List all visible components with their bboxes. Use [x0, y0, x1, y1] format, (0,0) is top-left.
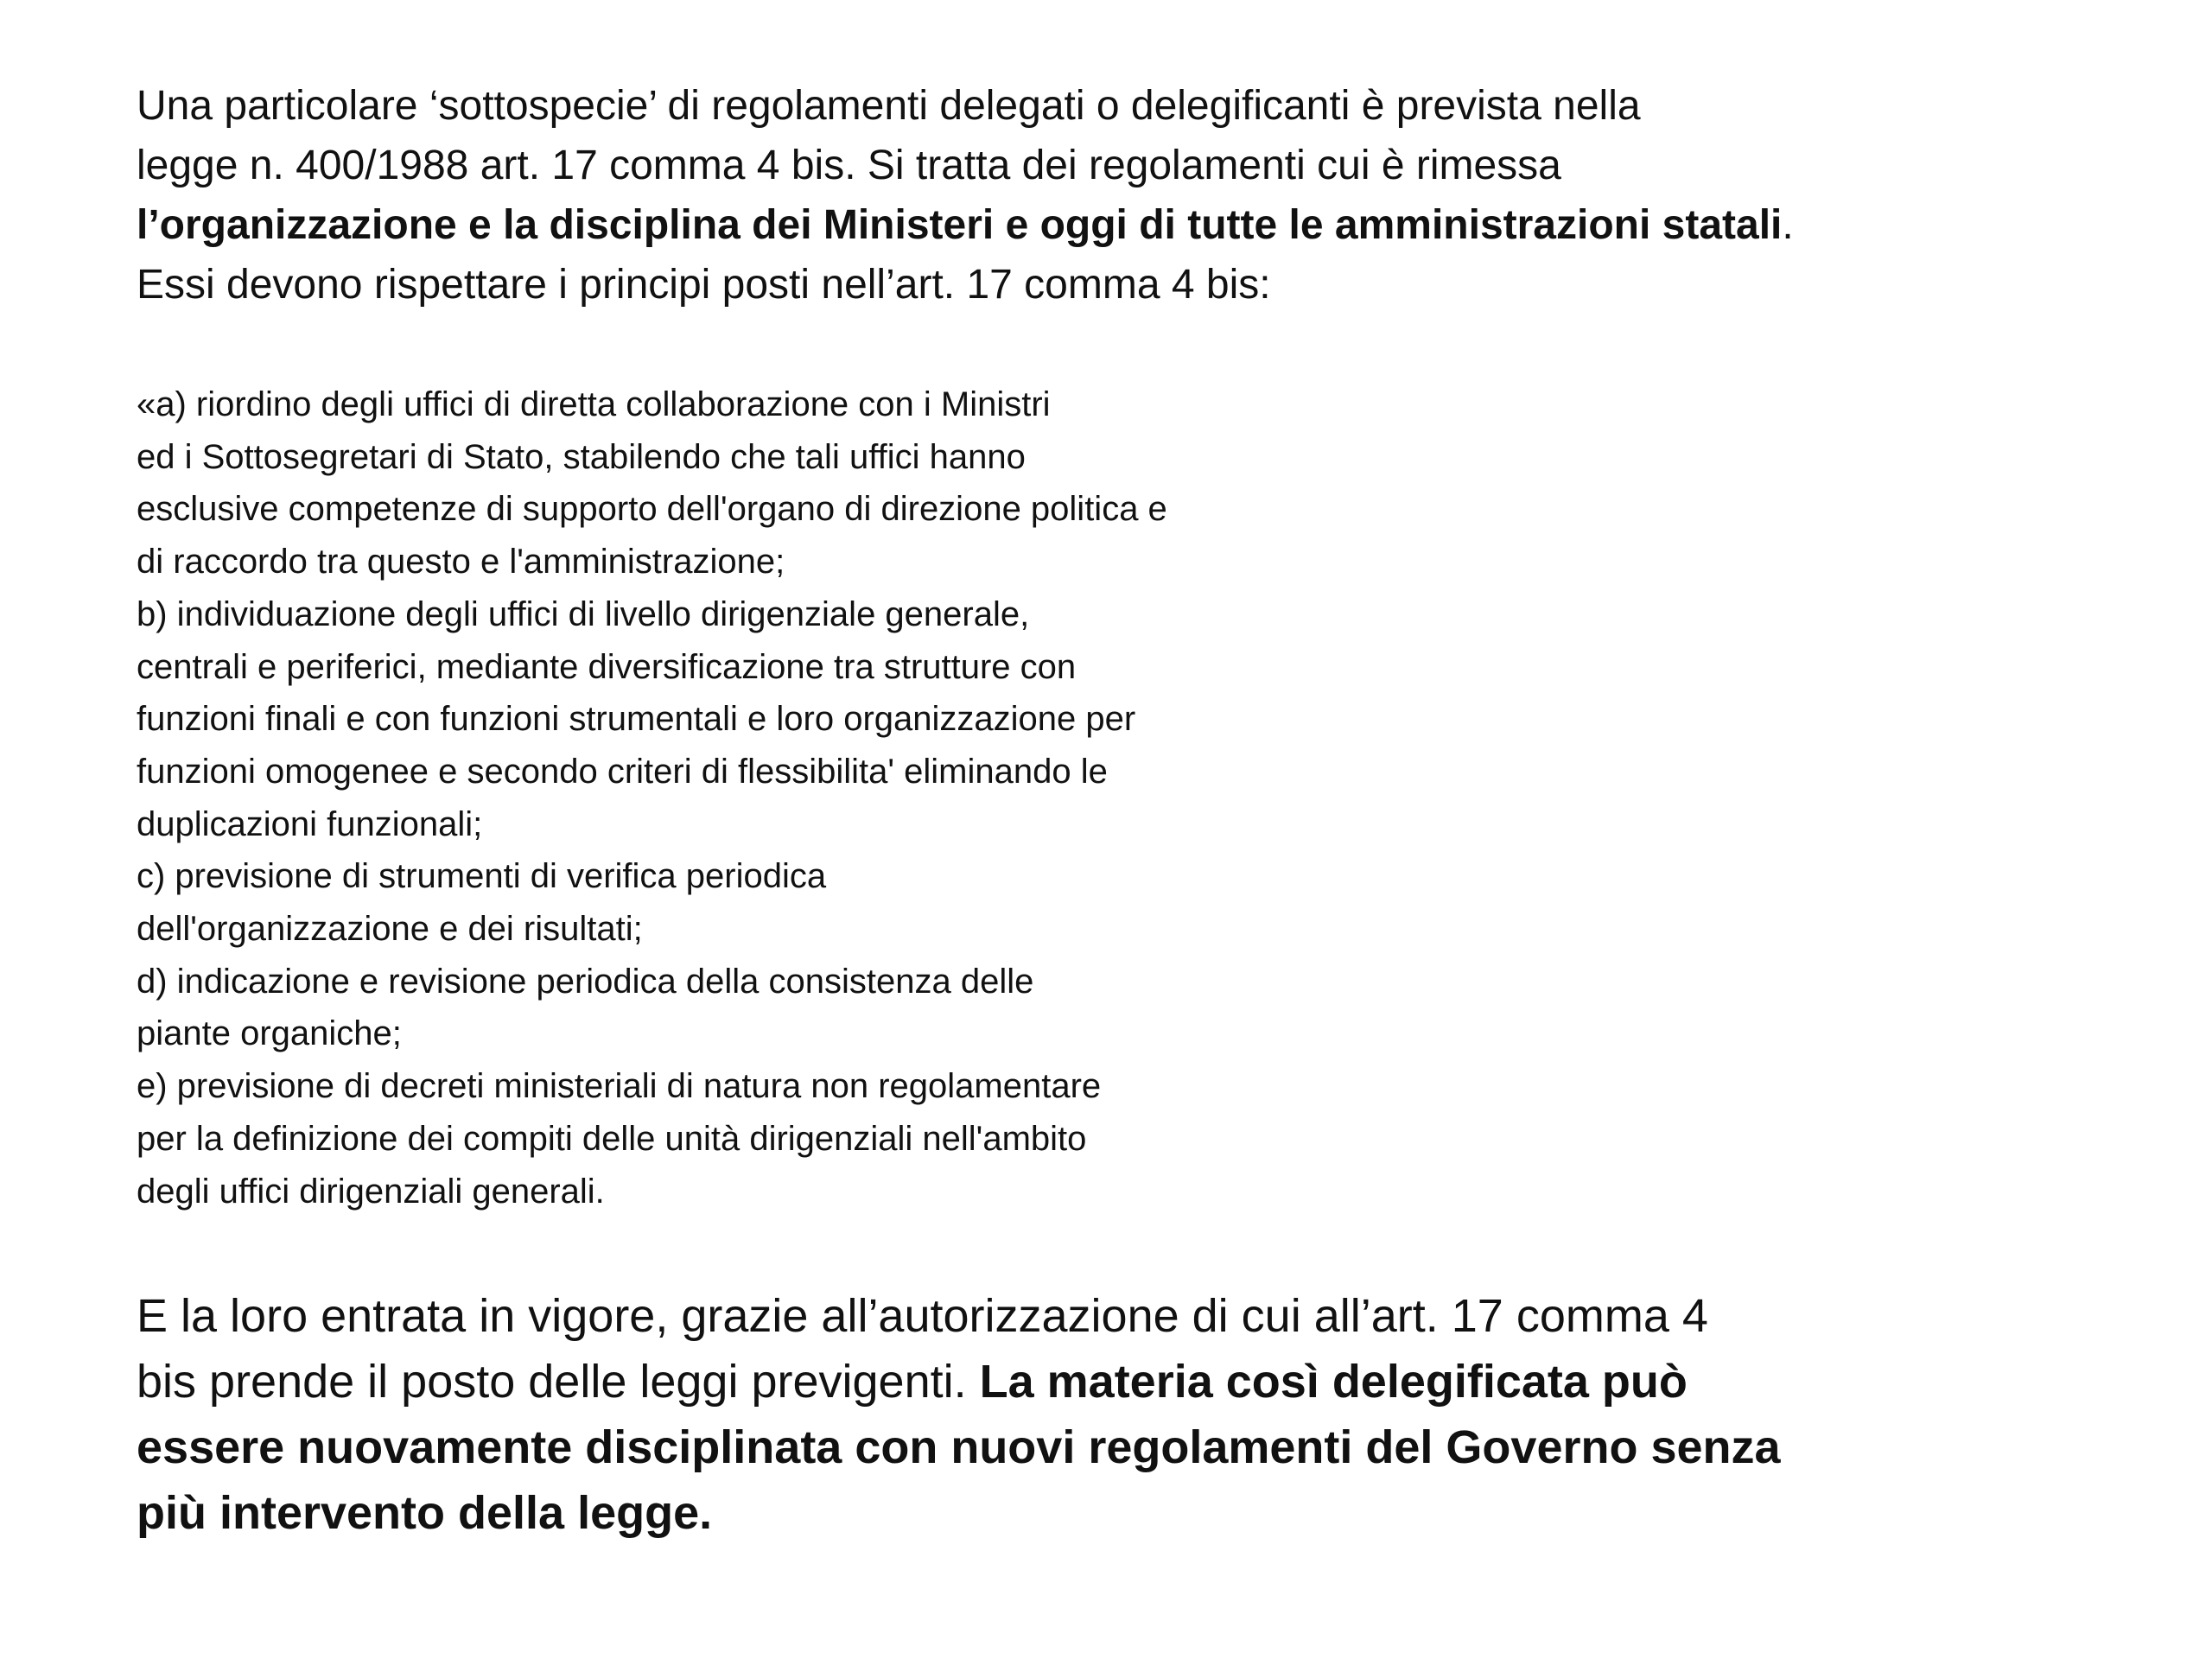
intro-line-4: Essi devono rispettare i principi posti nell’art. 17 comma 4 bis: [137, 262, 1271, 308]
conclusion-normal-text: bis prende il posto delle leggi previgenti. [137, 1356, 980, 1408]
conclusion-paragraph [137, 1283, 2037, 1546]
intro-line-2: legge n. 400/1988 art. 17 comma 4 bis. Si tratta dei regolamenti cui è rimessa [137, 143, 1561, 188]
quote-line: «a) riordino degli uffici di diretta collaborazione con i Ministri [137, 385, 1051, 423]
quote-line: centrali e periferici, mediante diversificazione tra strutture con [137, 647, 1077, 686]
quote-line: funzioni finali e con funzioni strumentali e loro organizzazione per [137, 700, 1136, 739]
quote-line: b) individuazione degli uffici di livello dirigenziale generale, [137, 594, 1030, 633]
intro-line-1: Una particolare ‘sottospecie’ di regolamenti delegati o delegificanti è prevista nella [137, 83, 1641, 129]
conclusion-line-1: E la loro entrata in vigore, grazie all’autorizzazione di cui all’art. 17 comma 4 [137, 1290, 1708, 1342]
quote-line: degli uffici dirigenziali generali. [137, 1172, 605, 1211]
quote-line: esclusive competenze di supporto dell'organo di direzione politica e [137, 490, 1167, 529]
quote-line: dell'organizzazione e dei risultati; [137, 910, 643, 949]
quote-line: duplicazioni funzionali; [137, 804, 483, 843]
conclusion-bold-text: La materia così delegificata può [979, 1356, 1688, 1408]
intro-period: . [1782, 202, 1794, 248]
quote-line: piante organiche; [137, 1014, 402, 1053]
quote-line: ed i Sottosegretari di Stato, stabilendo che tali uffici hanno [137, 437, 1026, 476]
quote-line: funzioni omogenee e secondo criteri di flessibilita' eliminando le [137, 752, 1108, 791]
conclusion-line-4 [137, 1480, 2037, 1546]
quote-line: e) previsione di decreti ministeriali di natura non regolamentare [137, 1067, 1102, 1106]
conclusion-line-3 [137, 1414, 2037, 1480]
law-quote [137, 378, 1519, 1217]
quote-line: per la definizione dei compiti delle unità dirigenziali nell'ambito [137, 1119, 1087, 1158]
quote-line: d) indicazione e revisione periodica della consistenza delle [137, 962, 1034, 1001]
conclusion-bold-text: essere nuovamente disciplinata con nuovi regolamenti del Governo senza [137, 1421, 1781, 1473]
conclusion-bold-text: più intervento della legge. [137, 1487, 713, 1539]
conclusion-line-2 [137, 1349, 2037, 1414]
intro-line-3 [137, 195, 2003, 255]
quote-line: c) previsione di strumenti di verifica periodica [137, 857, 827, 896]
quote-line: di raccordo tra questo e l'amministrazione; [137, 543, 785, 582]
intro-bold-text: l’organizzazione e la disciplina dei Ministeri e oggi di tutte le amministrazioni statali [137, 202, 1783, 248]
intro-paragraph [137, 76, 2003, 315]
